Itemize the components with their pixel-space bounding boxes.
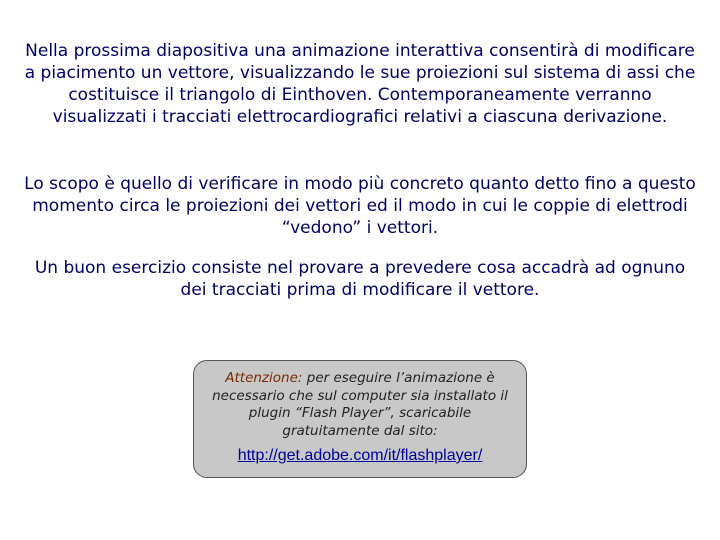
purpose-paragraph: Lo scopo è quello di verificare in modo più concreto quanto detto fino a questo momento circa le proiezioni dei vettori ed il modo in cui le coppie di elettrodi “vedono” i vettori. [24, 174, 696, 238]
notice-text-block [204, 370, 516, 440]
flash-player-notice [193, 360, 527, 478]
exercise-paragraph: Un buon esercizio consiste nel provare a prevedere cosa accadrà ad ognuno dei tracciati prima di modificare il vettore. [34, 258, 686, 300]
flash-player-download-link[interactable]: http://get.adobe.com/it/flashplayer/ [237, 447, 483, 464]
notice-label: Attenzione: [225, 370, 303, 386]
notice-message: per eseguire l’animazione è necessario che sul computer sia installato il plugin “Flash Player”, scaricabile gratuitamente dal sito: [212, 370, 508, 439]
intro-paragraph: Nella prossima diapositiva una animazione interattiva consentirà di modificare a piacimento un vettore, visualizzando le sue proiezioni sul sistema di assi che costituisce il triangolo di Einthoven. Contemporaneamente verranno visualizzati i tracciati elettrocardiografici relativi a ciascuna derivazione. [24, 41, 696, 127]
